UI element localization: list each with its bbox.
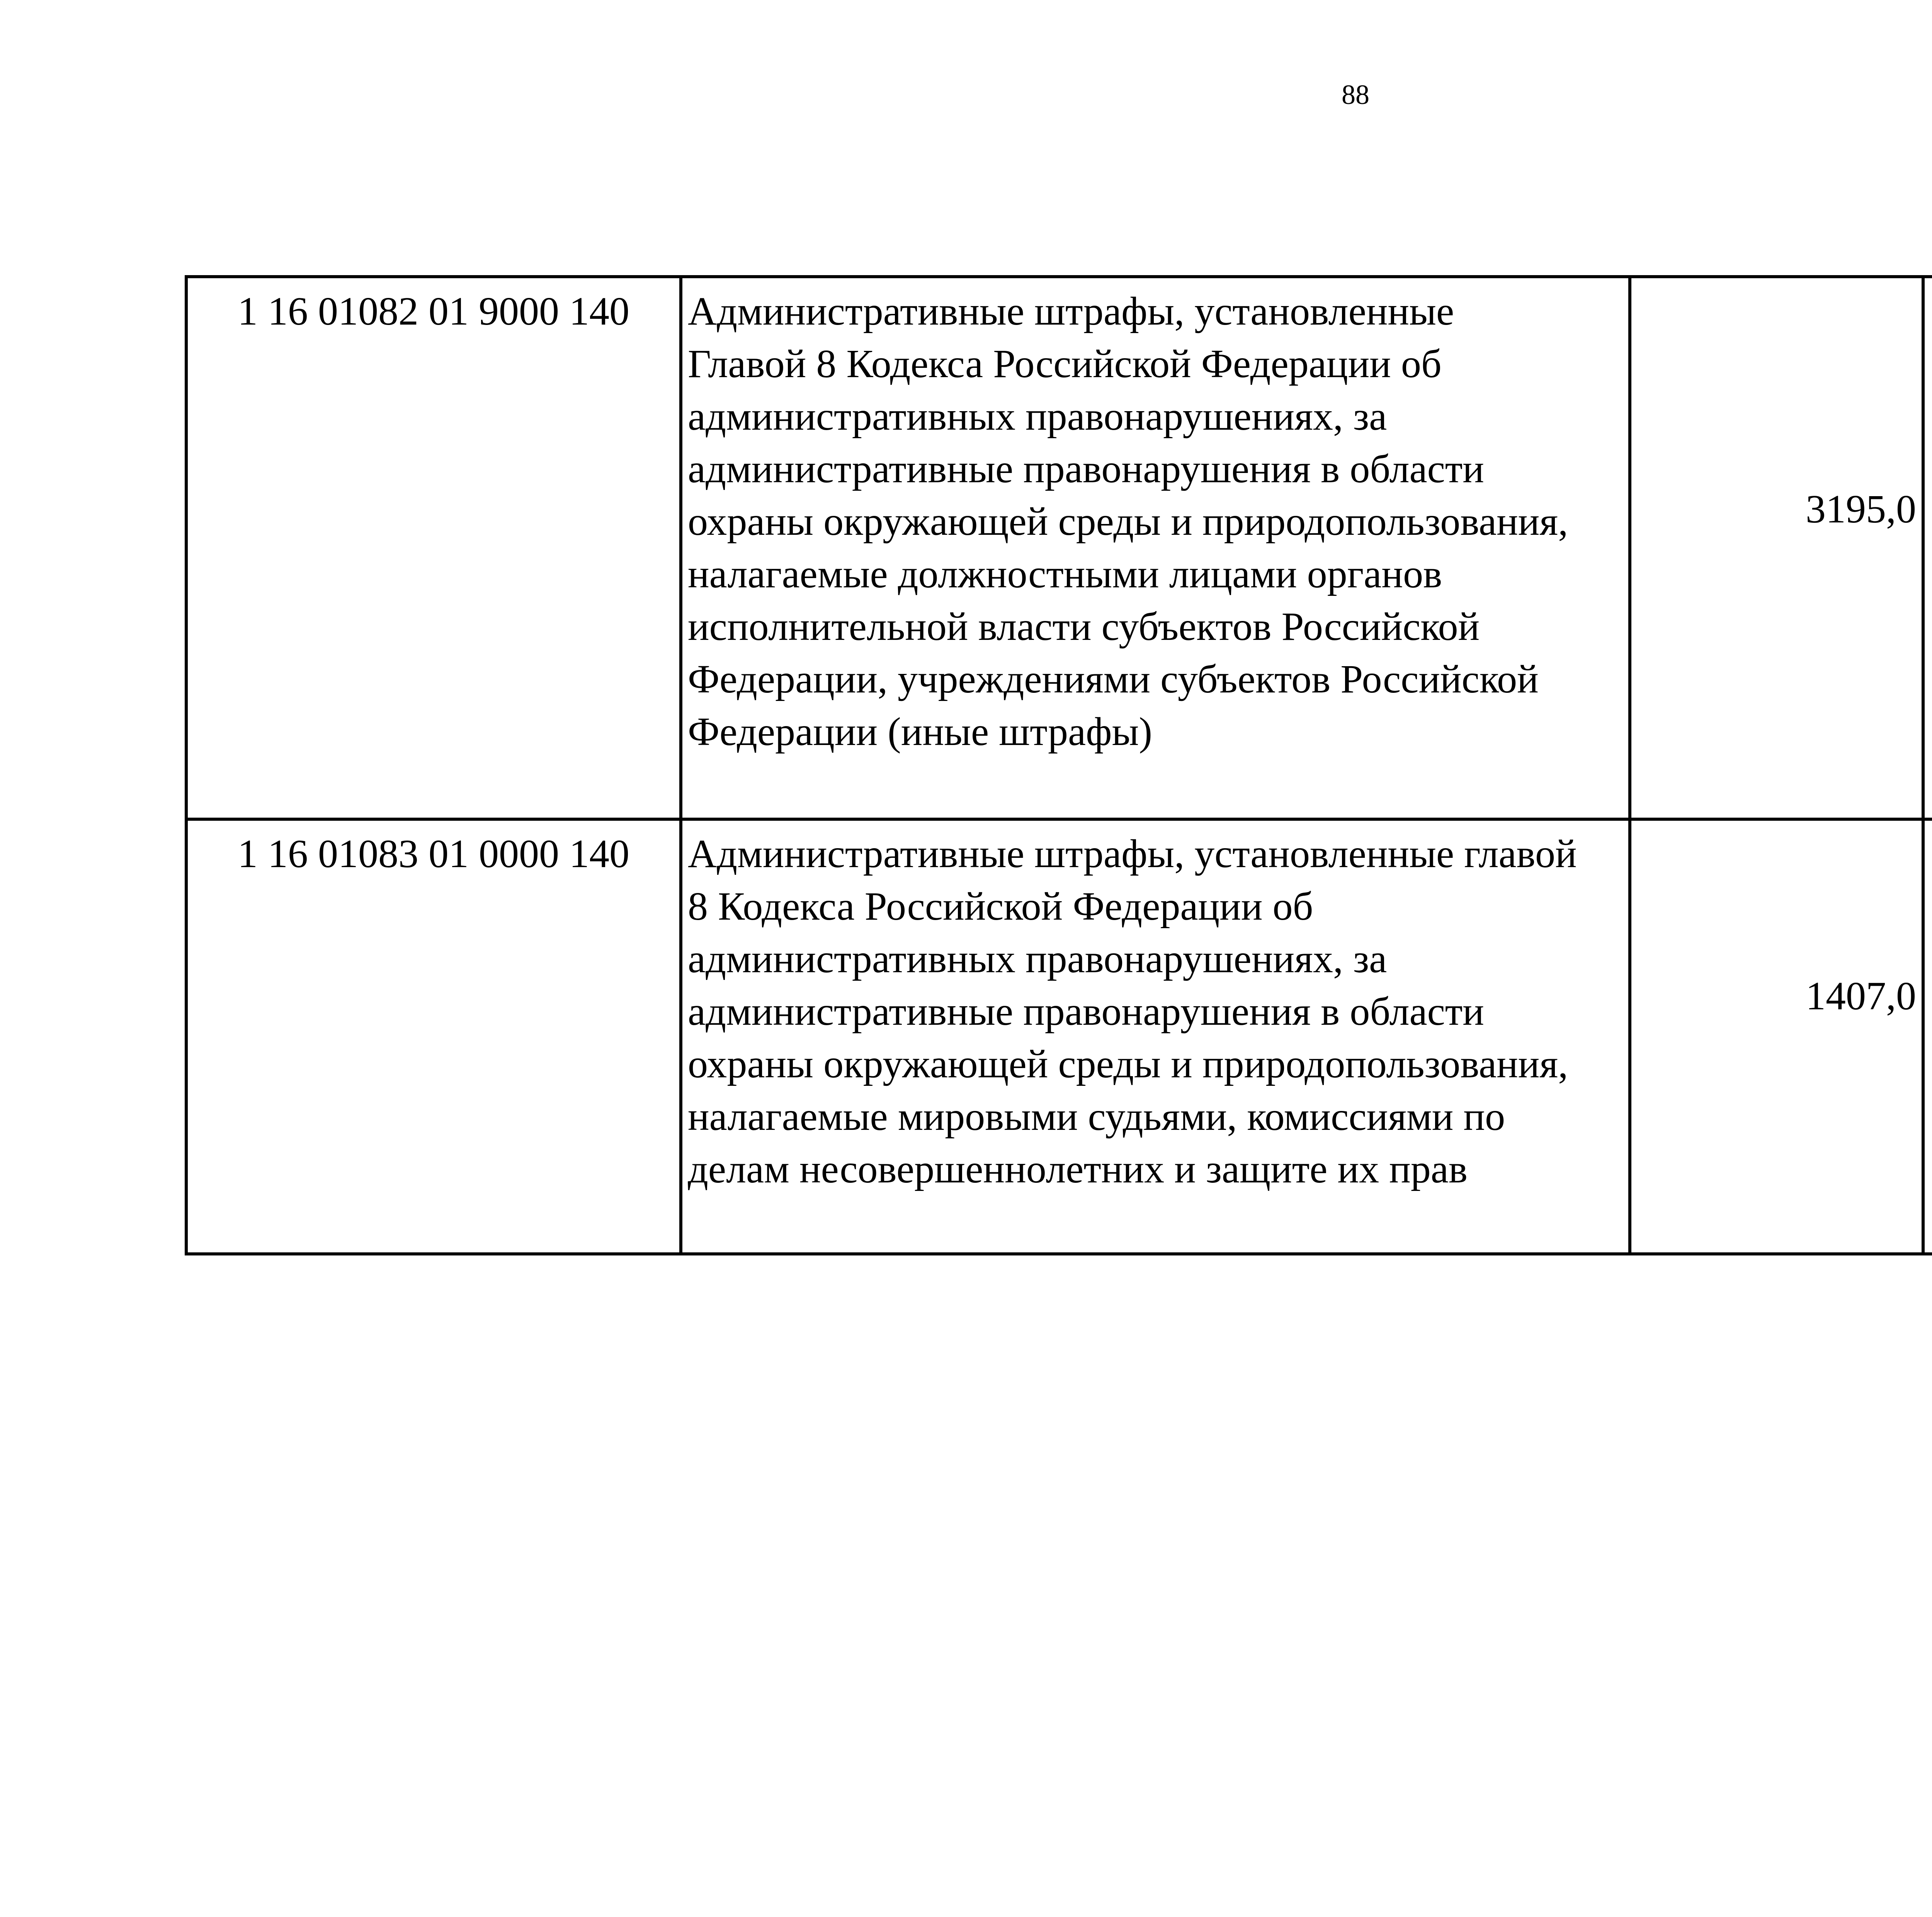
description-line: Федерации (иные штрафы) [688,709,1152,754]
description-line: охраны окружающей среды и природопользования, [688,1042,1568,1086]
description-line: исполнительной власти субъектов Российской [688,604,1480,649]
amount-value [1923,277,1932,819]
amount-value: 1407,0 [1630,819,1923,1254]
revenue-description [681,277,1630,819]
description-line: административные правонарушения в области [688,989,1484,1034]
description-line: налагаемые должностными лицами органов [688,552,1442,596]
description-line: административные правонарушения в области [688,447,1484,491]
page-number: 88 [1342,79,1369,110]
classification-code: 1 16 01082 01 9000 140 [186,277,681,819]
description-line: делам несовершеннолетних и защите их прав [688,1147,1468,1191]
description-line: охраны окружающей среды и природопользования, [688,499,1568,544]
description-line: налагаемые мировыми судьями, комиссиями по [688,1094,1505,1139]
description-line: Главой 8 Кодекса Российской Федерации об [688,342,1442,386]
description-line: Федерации, учреждениями субъектов Российской [688,657,1539,701]
revenue-description [681,819,1630,1254]
classification-code: 1 16 01083 01 0000 140 [186,819,681,1254]
table-row [186,277,1932,819]
amount-value: 3195,0 [1630,277,1923,819]
description-line: административных правонарушениях, за [688,394,1387,439]
description-line: 8 Кодекса Российской Федерации об [688,884,1313,929]
description-line: Административные штрафы, установленные [688,289,1454,333]
description-line: административных правонарушениях, за [688,937,1387,981]
amount-value [1923,819,1932,1254]
budget-table [185,275,1932,1255]
description-line: Административные штрафы, установленные главой [688,832,1577,876]
table-row [186,819,1932,1254]
